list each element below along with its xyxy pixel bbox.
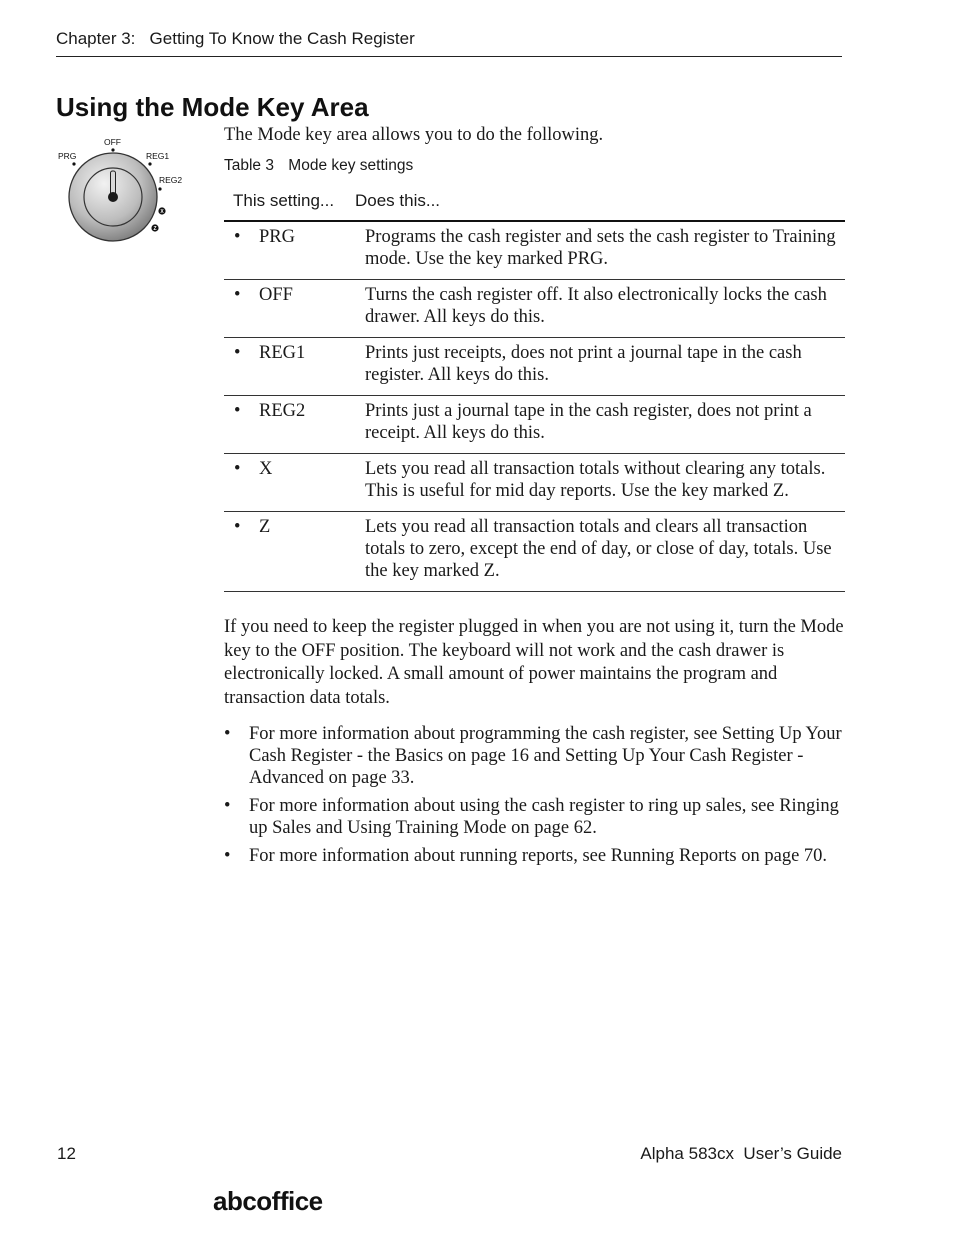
mode-key-illustration xyxy=(55,134,195,246)
mode-key-dial-icon xyxy=(55,134,195,246)
dot-reg1 xyxy=(148,162,151,165)
table-row: • OFF Turns the cash register off. It also electronically locks the cash drawer. All keys do this. xyxy=(224,280,845,338)
label-z: Z xyxy=(153,226,157,232)
dot-reg2 xyxy=(158,187,161,190)
label-prg: PRG xyxy=(58,151,77,161)
chapter-title: Chapter 3: Getting To Know the Cash Register xyxy=(56,29,415,48)
setting-cell: REG2 xyxy=(259,401,306,421)
description-cell: Lets you read all transaction totals and clears all transaction totals to zero, except the end of day, or close of day, totals. Use the key marked Z. xyxy=(365,517,832,581)
table-row: • PRG Programs the cash register and sets the cash register to Training mode. Use the key marked PRG. xyxy=(224,222,845,280)
description-cell: Programs the cash register and sets the cash register to Training mode. Use the key marked PRG. xyxy=(365,227,836,269)
mode-key-settings-table xyxy=(224,190,845,592)
guide-title: Alpha 583cx User’s Guide xyxy=(640,1144,842,1163)
running-header xyxy=(56,28,842,57)
list-item: • For more information about running reports, see Running Reports on page 70. xyxy=(224,846,828,866)
table-header-setting: This setting... xyxy=(233,191,335,210)
table-header-row xyxy=(224,190,845,222)
list-item-text: For more information about using the cash register to ring up sales, see Ringing up Sales and Using Training Mode on page 62. xyxy=(249,796,839,838)
description-cell: Prints just a journal tape in the cash register, does not print a receipt. All keys do this. xyxy=(365,401,812,443)
table-header-description: Does this... xyxy=(355,191,441,210)
intro-text: The Mode key area allows you to do the following. xyxy=(224,125,604,145)
setting-cell: OFF xyxy=(259,285,293,305)
label-x: X xyxy=(160,209,164,215)
table-row: • Z Lets you read all transaction totals and clears all transaction totals to zero, except the end of day, or close of day, totals. Use the key marked Z. xyxy=(224,512,845,592)
list-item-text: For more information about running reports, see Running Reports on page 70. xyxy=(249,846,828,866)
description-cell: Lets you read all transaction totals without clearing any totals. This is useful for mid day reports. Use the key marked Z. xyxy=(365,459,826,501)
list-item: • For more information about programming the cash register, see Setting Up Your Cash Register - the Basics on page 16 and Setting Up Your Cash Register - Advanced on page 33. xyxy=(224,723,846,789)
list-item: • For more information about using the cash register to ring up sales, see Ringing up Sales and Using Training Mode on page 62. xyxy=(224,795,846,839)
abcoffice-logo: abcoffice xyxy=(213,1186,323,1216)
label-reg1: REG1 xyxy=(146,151,170,161)
dial-center xyxy=(108,192,118,202)
setting-cell: Z xyxy=(259,517,271,537)
body-paragraph: If you need to keep the register plugged in when you are not using it, turn the Mode key to the OFF position. The keyboard will not work and the cash drawer is electronically locked. A small amount of power maintains the program and transaction data totals. xyxy=(224,617,844,708)
reference-list xyxy=(224,723,846,873)
table-caption-title: Mode key settings xyxy=(288,157,414,174)
description-cell: Turns the cash register off. It also electronically locks the cash drawer. All keys do this. xyxy=(365,285,827,327)
table-row: • REG1 Prints just receipts, does not print a journal tape in the cash register. All keys do this. xyxy=(224,338,845,396)
table-row: • REG2 Prints just a journal tape in the cash register, does not print a receipt. All keys do this. xyxy=(224,396,845,454)
table-row: • X Lets you read all transaction totals without clearing any totals. This is useful for mid day reports. Use the key marked Z. xyxy=(224,454,845,512)
table-caption xyxy=(224,156,413,176)
table-caption-number: Table 3 xyxy=(224,157,274,174)
label-reg2: REG2 xyxy=(159,175,183,185)
page-number: 12 xyxy=(57,1144,76,1163)
dot-off xyxy=(111,148,114,151)
setting-cell: PRG xyxy=(259,227,295,247)
description-cell: Prints just receipts, does not print a journal tape in the cash register. All keys do this. xyxy=(365,343,802,385)
label-off: OFF xyxy=(104,137,121,147)
dot-prg xyxy=(72,162,75,165)
list-item-text: For more information about programming the cash register, see Setting Up Your Cash Register - the Basics on page 16 and Setting Up Your Cash Register - Advanced on page 33. xyxy=(249,724,842,788)
section-title: Using the Mode Key Area xyxy=(56,92,369,122)
setting-cell: X xyxy=(259,459,273,479)
setting-cell: REG1 xyxy=(259,343,306,363)
